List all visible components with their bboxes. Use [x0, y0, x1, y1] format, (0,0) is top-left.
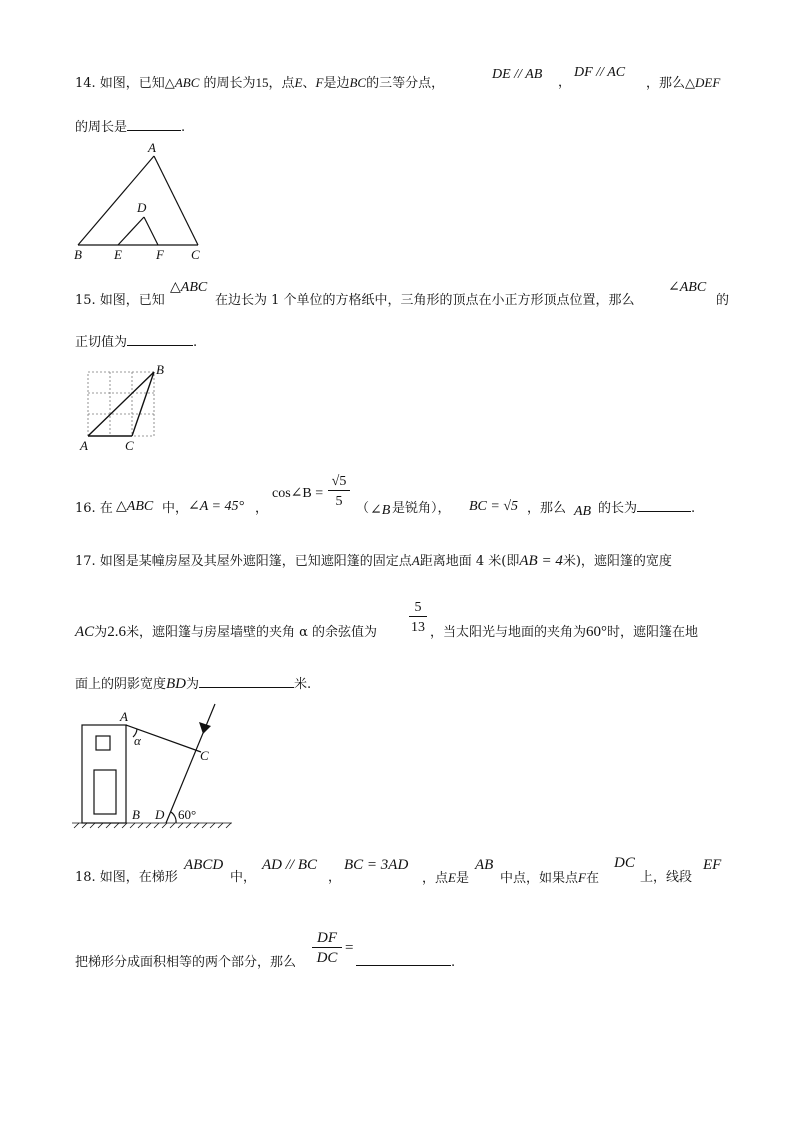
sunlight-arrow-icon — [199, 722, 211, 734]
q16-text-a: 中， — [162, 501, 189, 516]
q14-line1: 14. 如图，已知△ABC 的周长为15，点E、F是边BC的三等分点， — [75, 75, 445, 91]
q16-cos-b: cos∠B = — [272, 486, 324, 501]
q15-grid-figure — [78, 364, 178, 454]
q17-house — [82, 725, 126, 823]
q16-fraction — [328, 474, 350, 510]
q15-line1-mid: 在边长为 1 个单位的方格纸中，三角形的顶点在小正方形顶点位置，那么 — [215, 293, 635, 308]
q14-line2: 的周长是 . — [75, 120, 186, 135]
q16-text-b: ， — [255, 501, 269, 516]
q14-label-f: F — [156, 247, 164, 262]
q14-triangle-figure — [70, 142, 210, 262]
q17-fraction — [409, 600, 427, 636]
q17-label-d: D — [155, 807, 165, 822]
q14-de-parallel-ab: DE // AB — [492, 67, 543, 82]
q15-line2: 正切值为 . — [75, 335, 198, 350]
q18-trapezoid: ABCD — [184, 857, 224, 873]
q17-line2: AC为2.6米，遮阳篷与房屋墙壁的夹角 α 的余弦值为 — [75, 624, 377, 640]
q16-text-d: 是锐角）， — [392, 501, 451, 516]
q18-lead: 18. 如图，在梯形 — [75, 870, 178, 885]
q17-awning-and-ray — [126, 704, 215, 823]
q18-dc: DC — [614, 855, 635, 871]
q15-angle-abc: ∠ABC — [668, 280, 707, 295]
q15-label-b: B — [156, 362, 164, 377]
q18-ef: EF — [703, 857, 722, 873]
q16-text-e: ，那么 — [527, 501, 567, 516]
q14-label-e: E — [114, 247, 122, 262]
q16-bc-value: BC = √5 — [469, 499, 519, 514]
q16-angle-b: ∠B — [370, 503, 391, 518]
q18-ab: AB — [475, 857, 494, 873]
q17-line3: 面上的阴影宽度BD为 米. — [75, 676, 312, 692]
q18-ad-parallel-bc: AD // BC — [262, 857, 317, 873]
q14-label-d: D — [137, 200, 147, 215]
q14-label-a: A — [148, 140, 156, 155]
q17-label-a: A — [120, 709, 128, 724]
q17-line2-end: ，当太阳光与地面的夹角为60°时，遮阳篷在地 — [430, 624, 699, 640]
q15-label-a: A — [80, 438, 88, 453]
q17-label-c: C — [200, 748, 209, 763]
q17-ground-hatch — [72, 823, 232, 828]
q18-line2: 把梯形分成面积相等的两个部分，那么 — [75, 955, 297, 970]
q16-angle-a: ∠A = 45° — [188, 499, 245, 514]
q18-fraction-denominator: DC — [312, 947, 342, 967]
answer-blank[interactable] — [637, 511, 691, 512]
q16-triangle-abc: △ABC — [116, 499, 154, 514]
q15-label-c: C — [125, 438, 134, 453]
q16-fraction-denominator: 5 — [328, 490, 350, 510]
q18-text-b: ， — [328, 870, 342, 885]
q18-text-a: 中， — [230, 870, 257, 885]
q14-label-b: B — [74, 247, 82, 262]
q14-df-parallel-ac: DF // AC — [574, 65, 626, 80]
q17-fraction-denominator: 13 — [409, 616, 427, 636]
q17-line1: 17. 如图是某幢房屋及其屋外遮阳篷，已知遮阳篷的固定点A距离地面 4 米(即AB = 4米)，遮阳篷的宽度 — [75, 553, 672, 569]
q18-fraction — [312, 930, 342, 967]
q15-shape — [88, 372, 154, 436]
q17-label-angle: 60° — [178, 807, 197, 822]
answer-blank[interactable] — [127, 345, 193, 346]
q18-fraction-numerator: DF — [317, 930, 337, 946]
q15-line1-end: 的 — [716, 293, 730, 308]
q16-text-f: 的长为 . — [598, 501, 696, 516]
q18-text-e: 上，线段 — [640, 870, 693, 885]
q14-comma: ， — [558, 75, 572, 90]
answer-blank[interactable] — [199, 687, 294, 688]
q18-text-c: ，点E是 — [422, 870, 469, 886]
q17-label-alpha: α — [134, 733, 141, 748]
q18-equals: = — [345, 940, 354, 956]
q16-ab: AB — [574, 504, 592, 519]
q18-answer: . — [356, 956, 455, 969]
q15-lead: 15. 如图，已知 — [75, 293, 165, 308]
q17-awning-figure — [70, 700, 250, 830]
answer-blank[interactable] — [127, 130, 181, 131]
q17-fraction-numerator: 5 — [414, 600, 422, 615]
answer-blank[interactable] — [356, 965, 451, 966]
q15-triangle-abc: △ABC — [170, 280, 208, 295]
q16-text-c: （ — [356, 501, 370, 516]
q14-label-c: C — [191, 247, 200, 262]
q18-bc-3ad: BC = 3AD — [344, 857, 409, 873]
q16-fraction-numerator: √5 — [331, 474, 347, 489]
q18-text-d: 中点，如果点F在 — [500, 870, 599, 886]
q14-line1-end: ，那么△DEF — [646, 75, 721, 91]
q16-lead: 16. 在 — [75, 501, 113, 516]
q17-label-b: B — [132, 807, 140, 822]
